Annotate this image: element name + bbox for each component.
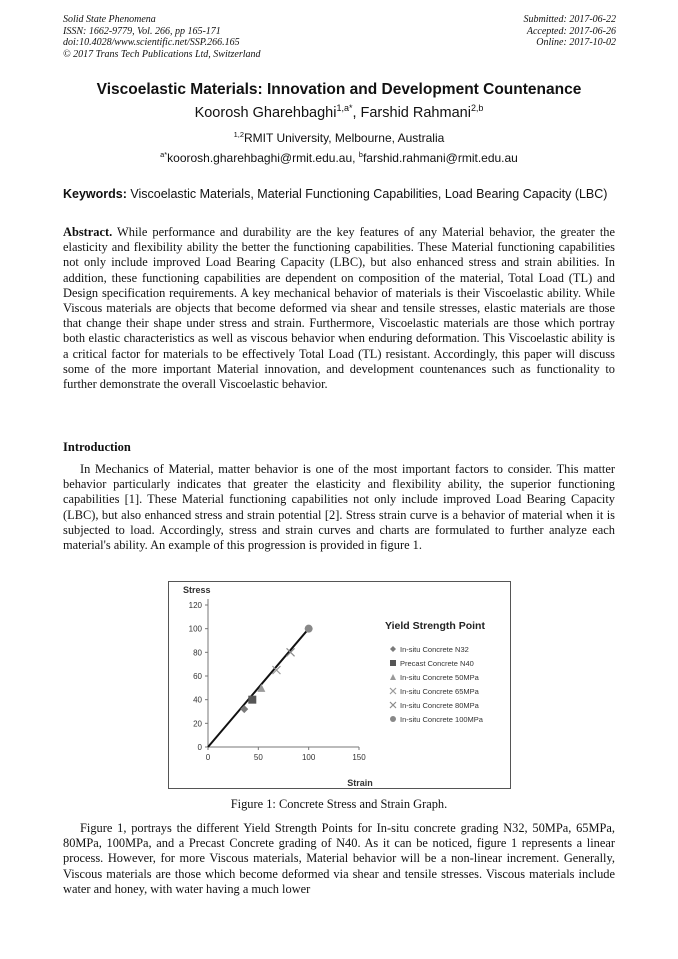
journal-info [63,14,261,60]
chart-title: Yield Strength Point [385,620,485,632]
journal-line: ISSN: 1662-9779, Vol. 266, pp 165-171 [63,25,221,37]
email-separator: , [352,151,359,165]
legend-marker [390,660,396,666]
abstract-text: While performance and durability are the key features of any Material behavior, the greater the elasticity and flexibility ability the better the functioning capabilities. These Material functioning capabilities not only include improved Load Bearing Capacity (LBC), but also enhanced stress and strain abilities. In addition, these functioning capabilities are dependent on composition of the material, Total Load (TL) and Design specification requirements. A key mechanical behavior of materials is their Viscoelastic ability. While Viscous materials are objects that become deformed via shear and tensile stresses, elastic materials are those that change their shape under stress and strain. Furthermore, Viscoelastic materials are those which portray both elastic characteristics as well as viscous behavior when enduring deformation. This Viscoelastic ability is a critical factor for materials to be effectively Total Load (TL) resistant. Accordingly, this paper will discuss some of the more important Material innovation, and development countenances such as functionality to further demonstrate the overall Viscoelastic behavior. [63,225,615,392]
y-axis-label: Stress [183,585,211,595]
figure-caption: Figure 1: Concrete Stress and Strain Graph. [230,797,448,811]
y-tick-label: 60 [193,672,202,681]
journal-line: Solid State Phenomena [63,14,156,25]
email-line [0,151,678,165]
legend-label: In-situ Concrete 50MPa [400,673,479,682]
affiliation [0,131,678,145]
trend-line-group [208,629,309,747]
author-superscript: 1,a* [336,103,353,114]
keywords-text: Viscoelastic Materials, Material Functioning Capabilities, Load Bearing Capacity (LBC) [126,187,608,201]
legend-label: In-situ Concrete 100MPa [400,715,483,724]
legend-label: In-situ Concrete N32 [400,645,469,654]
affiliation-text: RMIT University, Melbourne, Australia [244,131,445,145]
email-superscript: a* [160,150,168,159]
paper-title: Viscoelastic Materials: Innovation and Development Countenance [96,81,582,98]
chart-axes [208,599,359,747]
legend-marker [390,674,396,680]
abstract [63,225,615,392]
x-tick-label: 100 [301,753,316,762]
y-tick-label: 80 [193,648,202,658]
x-axis-label: Strain [347,778,373,788]
legend-label: In-situ Concrete 80MPa [400,701,479,710]
legend-label: Precast Concrete N40 [400,659,474,668]
author-superscript: 2,b [470,103,484,114]
chart-legend [390,645,484,724]
date-line: Submitted: 2017-06-22 [523,14,616,25]
legend-marker [390,646,396,652]
body-paragraph: Figure 1, portrays the different Yield Strength Points for In-situ concrete grading N32, 50MPa, 65MPa, 80MPa, 100MPa, and a Precast Concrete grading of N40. As it can be noticed, figure 1 represents a linear process. However, for more Viscous materials, Material behavior will be a non-linear increment. Generally, Viscous materials are those which become deformed via shear and tensile stresses. Viscous materials include water and honey, with water having a much lower [63,821,615,896]
author-line [0,105,678,121]
author-separator: , [352,105,361,121]
journal-line: doi:10.4028/www.scientific.net/SSP.266.165 [63,37,240,48]
data-point [305,625,313,633]
author-name: Koorosh Gharehbaghi [194,105,337,121]
data-point [248,696,256,704]
trend-line [208,629,309,747]
intro-paragraph: In Mechanics of Material, matter behavior is one of the most important factors to consider. This matter behavior particularly indicates that greater the elasticity and flexibility ability, the superior functioning capabilities [1]. These Material functioning capabilities not only include improved Load Bearing Capacity (LBC), but also enhanced stress and strain potential [2]. Stress strain curve is a behavior of material when it is subjected to load. Accordingly, stress and strain curves and charts are formulated to further analyze each material's ability. An example of this progression is provided in figure 1. [63,462,615,553]
date-line: Accepted: 2017-06-26 [526,25,616,37]
submission-dates [524,14,617,49]
x-tick-label: 50 [253,753,263,762]
stress-strain-chart [169,582,510,788]
affiliation-superscript: 1,2 [233,130,245,139]
legend-label: In-situ Concrete 65MPa [400,687,479,696]
author-name: Farshid Rahmani [360,105,471,121]
legend-marker [390,688,396,694]
email-link[interactable]: farshid.rahmani@rmit.edu.au [362,151,518,165]
keywords-label: Keywords: [63,187,127,201]
y-tick-label: 40 [193,695,202,705]
y-tick-label: 100 [188,624,202,634]
keywords [63,187,623,201]
y-tick-label: 120 [188,601,202,610]
email-link[interactable]: koorosh.gharehbaghi@rmit.edu.au [167,151,353,165]
legend-marker [390,702,396,708]
figure-1 [168,581,511,789]
y-tick-label: 20 [193,719,202,729]
date-line: Online: 2017-10-02 [536,37,616,48]
x-tick-label: 0 [205,753,211,762]
y-tick-label: 0 [197,743,202,752]
journal-line: © 2017 Trans Tech Publications Ltd, Switzerland [63,48,261,60]
x-tick-label: 150 [352,753,366,762]
abstract-label: Abstract. [63,225,113,239]
legend-marker [390,716,396,722]
email-superscript: b [358,150,363,159]
section-heading: Introduction [63,440,131,454]
